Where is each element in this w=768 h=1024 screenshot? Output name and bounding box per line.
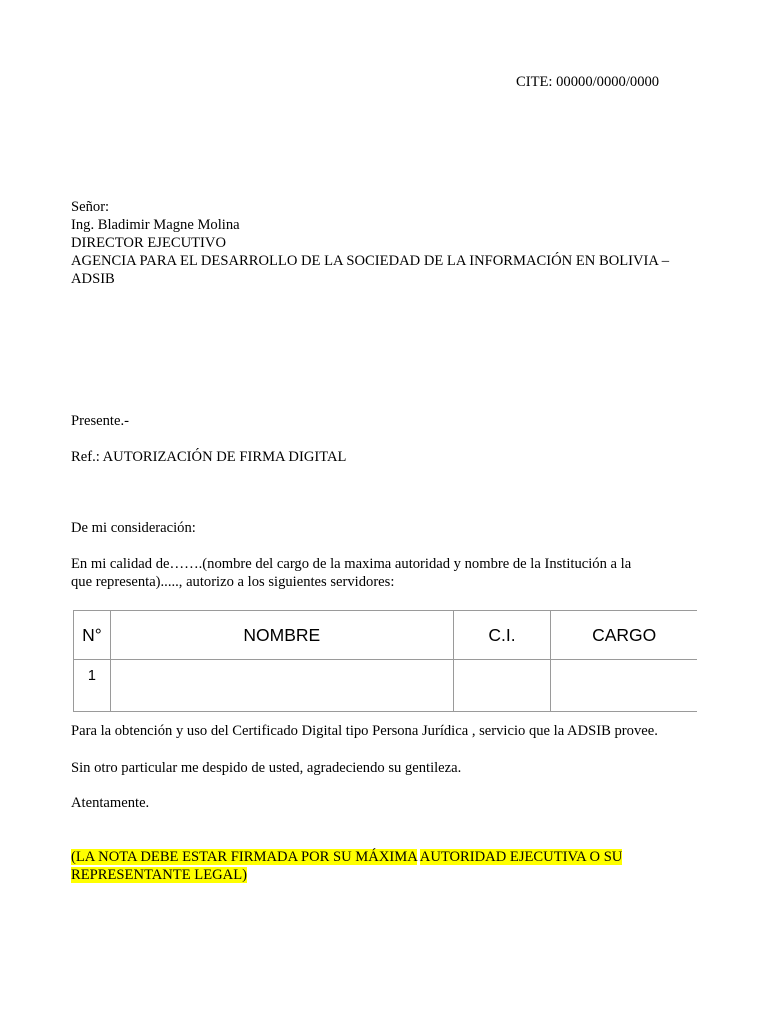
header-ci: C.I.	[453, 611, 551, 660]
recipient-salutation: Señor:	[71, 199, 110, 215]
header-nombre: NOMBRE	[110, 611, 453, 660]
recipient-org-line1: AGENCIA PARA EL DESARROLLO DE LA SOCIEDAD DE LA INFORMACIÓN EN BOLIVIA –	[71, 253, 670, 269]
farewell-paragraph: Sin otro particular me despido de usted, agradeciendo su gentileza.	[71, 760, 462, 776]
table-header-row	[74, 611, 698, 660]
consideration-line: De mi consideración:	[71, 520, 196, 536]
recipient-name: Ing. Bladimir Magne Molina	[71, 217, 240, 233]
intro-paragraph	[71, 555, 671, 591]
cell-ci	[453, 660, 551, 712]
header-cargo: CARGO	[551, 611, 697, 660]
closing-line: Atentamente.	[71, 795, 150, 811]
recipient-position: DIRECTOR EJECUTIVO	[71, 235, 226, 251]
intro-line2: que representa)....., autorizo a los siguientes servidores:	[71, 574, 395, 590]
cite-number: CITE: 00000/0000/0000	[516, 74, 660, 90]
table-row	[74, 660, 698, 712]
note-part2: AUTORIDAD EJECUTIVA O SU REPRESENTANTE LEGAL)	[71, 849, 623, 883]
cell-nombre	[110, 660, 453, 712]
intro-line1: En mi calidad de…….(nombre del cargo de la maxima autoridad y nombre de la Institución a la	[71, 556, 632, 572]
recipient-org-line2: ADSIB	[71, 271, 115, 287]
reference-line: Ref.: AUTORIZACIÓN DE FIRMA DIGITAL	[71, 449, 347, 465]
presente-line: Presente.-	[71, 413, 129, 429]
recipient-block	[71, 198, 711, 288]
signature-note	[71, 848, 691, 884]
cell-number: 1	[74, 660, 111, 712]
obtain-paragraph: Para la obtención y uso del Certificado Digital tipo Persona Jurídica , servicio que la ADSIB provee.	[71, 723, 658, 739]
header-number: N°	[74, 611, 111, 660]
servers-table	[73, 610, 697, 712]
note-part1: (LA NOTA DEBE ESTAR FIRMADA POR SU MÁXIMA	[71, 849, 417, 865]
cell-cargo	[551, 660, 697, 712]
